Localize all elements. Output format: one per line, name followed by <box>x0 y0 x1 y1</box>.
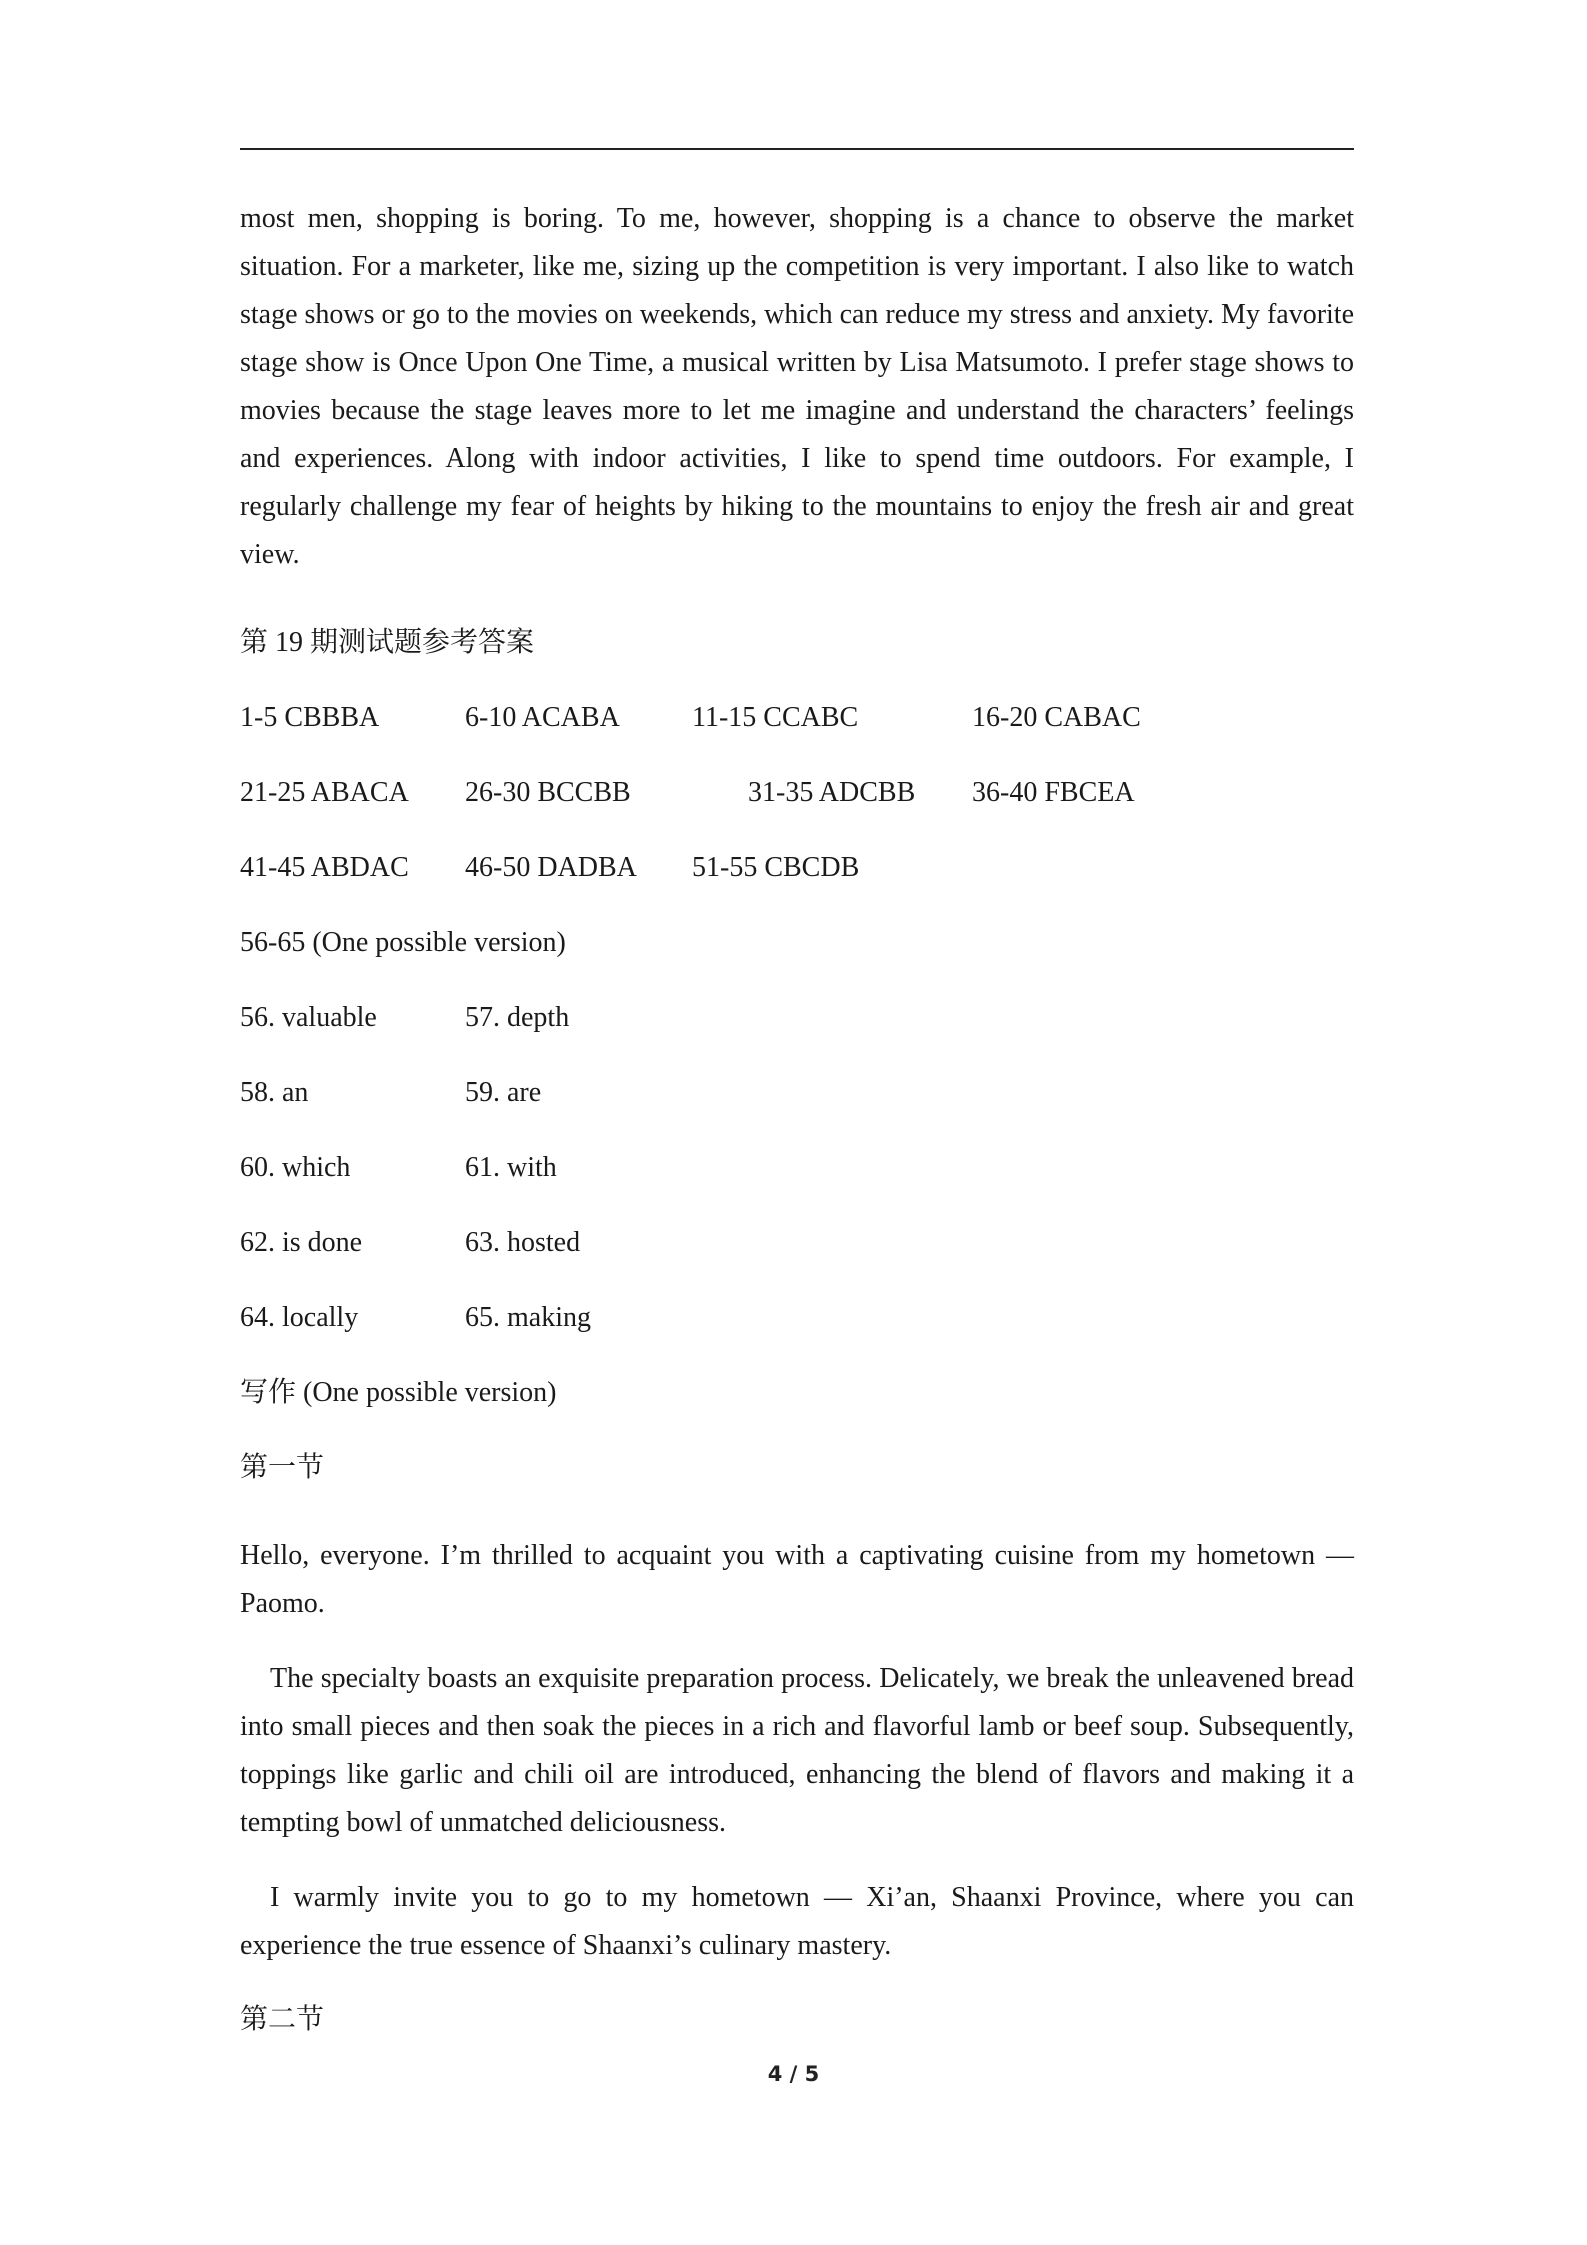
section2-title: 第二节 <box>240 2004 325 2035</box>
intro-paragraph: most men, shopping is boring. To me, however, shopping is a chance to observe the market situation. For a marketer, like me, sizing up the competition is very important. I also like to watch stage shows or go to the movies on weekends, which can reduce my stress and anxiety. My favorite stage show is Once Upon One Time, a musical written by Lisa Matsumoto. I prefer stage shows to movies because the stage leaves more to let me imagine and understand the characters’ feelings and experiences. Along with indoor activities, I like to spend time outdoors. For example, I regularly challenge my fear of heights by hiking to the mountains to enjoy the fresh air and great view. <box>240 203 1355 570</box>
section1-paragraph: The specialty boasts an exquisite preparation process. Delicately, we break the unleavened bread into small pieces and then soak the pieces in a rich and flavorful lamb or beef soup. Subsequently, toppings like garlic and chili oil are introduced, enhancing the blend of flavors and making it a tempting bowl of unmatched deliciousness. <box>240 1663 1354 1838</box>
choice-answer: 51-55 CBCDB <box>692 852 860 883</box>
page-number: 4 / 5 <box>767 2062 820 2086</box>
choice-answer: 36-40 FBCEA <box>972 777 1135 808</box>
fill-answer: 65. making <box>465 1302 591 1333</box>
fill-answer: 60. which <box>240 1152 351 1183</box>
choice-answer: 1-5 CBBBA <box>240 702 380 733</box>
choice-row <box>240 755 1354 830</box>
writing-title: 写作 (One possible version) <box>240 1377 557 1408</box>
fill-title: 56-65 (One possible version) <box>240 927 566 958</box>
fill-answer: 63. hosted <box>465 1227 581 1258</box>
fill-row <box>240 980 1354 1055</box>
fill-row <box>240 1055 1354 1130</box>
answers-title: 第 19 期测试题参考答案 <box>240 627 535 658</box>
header-rule <box>240 148 1354 150</box>
choice-row <box>240 680 1354 755</box>
choice-answer: 6-10 ACABA <box>465 702 620 733</box>
fill-answer: 56. valuable <box>240 1002 377 1033</box>
fill-answer: 61. with <box>465 1152 557 1183</box>
choice-answer: 26-30 BCCBB <box>465 777 631 808</box>
choice-answer: 21-25 ABACA <box>240 777 409 808</box>
fill-answer: 58. an <box>240 1077 309 1108</box>
fill-answer: 59. are <box>465 1077 542 1108</box>
page-content <box>240 195 1354 2057</box>
section1-paragraph: I warmly invite you to go to my hometown — Xi’an, Shaanxi Province, where you can experience the true essence of Shaanxi’s culinary mastery. <box>240 1882 1354 1961</box>
fill-row <box>240 1205 1354 1280</box>
section1-title: 第一节 <box>240 1452 325 1483</box>
choice-answer: 11-15 CCABC <box>692 702 859 733</box>
fill-row <box>240 1280 1354 1355</box>
choice-answer: 16-20 CABAC <box>972 702 1141 733</box>
choice-answer: 46-50 DADBA <box>465 852 637 883</box>
fill-answer: 62. is done <box>240 1227 363 1258</box>
choice-answer: 31-35 ADCBB <box>748 777 916 808</box>
choice-row <box>240 830 1354 905</box>
fill-answer: 57. depth <box>465 1002 570 1033</box>
fill-answer: 64. locally <box>240 1302 359 1333</box>
choice-answer: 41-45 ABDAC <box>240 852 409 883</box>
section1-paragraph: Hello, everyone. I’m thrilled to acquaint you with a captivating cuisine from my hometown — Paomo. <box>240 1540 1354 1619</box>
fill-row <box>240 1130 1354 1205</box>
